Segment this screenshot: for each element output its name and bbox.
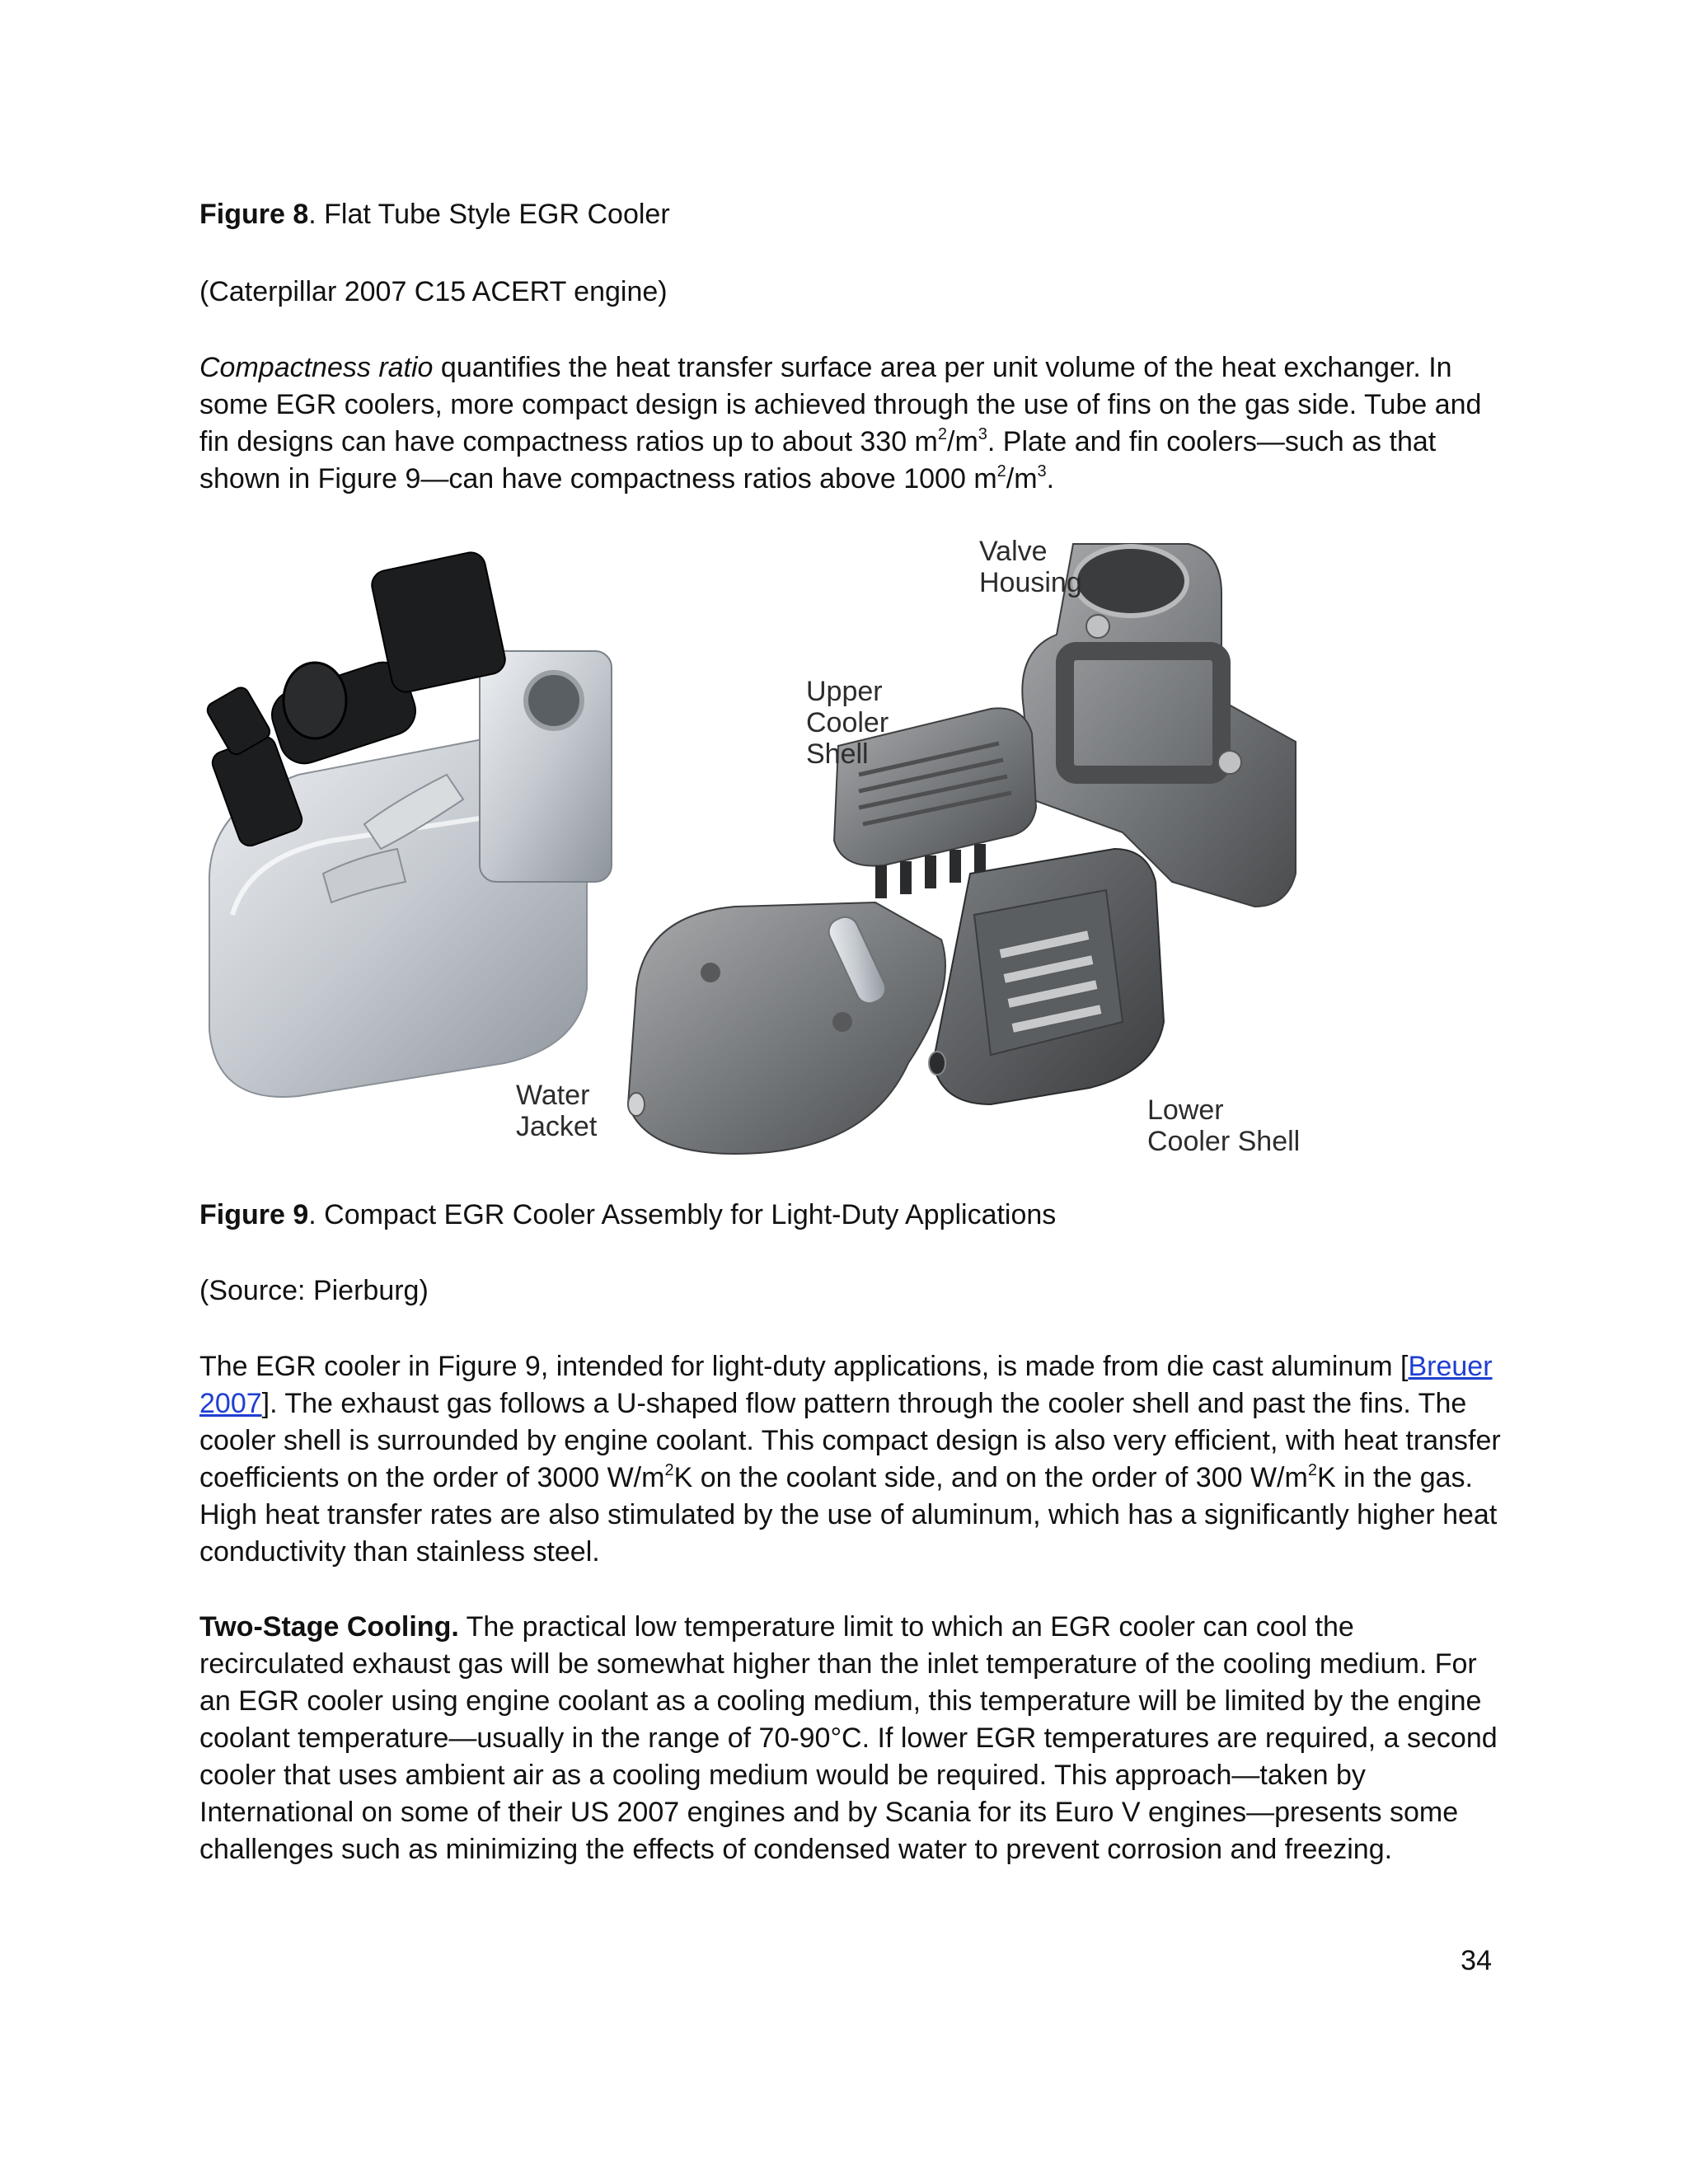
lower-cooler-shell-part — [929, 849, 1164, 1104]
egr-paragraph — [199, 1348, 1502, 1571]
water-jacket-part — [628, 902, 945, 1154]
egr-text-1: The EGR cooler in Figure 9, intended for light-duty applications, is made from die cast aluminum [ — [199, 1351, 1409, 1382]
compactness-text-3: . Plate and fin coolers—such as that shown in Figure 9—can have compactness ratios above 1000 m — [199, 426, 1437, 494]
egr-text-2: ]. The exhaust gas follows a U-shaped flow pattern through the cooler shell and past the fins. The cooler shell is surrounded by engine coolant. This compact design is also very efficient, with heat transfer coefficients on the order of 3000 W/m — [199, 1388, 1501, 1493]
lower-cooler-label-1: Lower — [1147, 1094, 1224, 1126]
superscript: 2 — [937, 425, 947, 443]
egr-text-3: K on the coolant side, and on the order of 300 W/m — [673, 1462, 1308, 1493]
compactness-text-4: /m — [1006, 463, 1038, 494]
superscript: 3 — [978, 425, 987, 443]
assembled-egr-cooler — [204, 550, 612, 1097]
two-stage-text: The practical low temperature limit to which an EGR cooler can cool the recirculated exhaust gas will be somewhat higher than the inlet temperature of the cooling medium. For an EGR cooler using engine coolant as a cooling medium, this temperature will be limited by the engine coolant temperature—usually in the range of 70-90°C. If lower EGR temperatures are required, a second cooler that uses ambient air as a cooling medium would be required. This approach—taken by International on some of their US 2007 engines and by Scania for its Euro V engines—presents some challenges such as minimizing the effects of condensed water to prevent corrosion and freezing. — [199, 1611, 1498, 1865]
compactness-text-5: . — [1046, 463, 1055, 494]
figure9-image — [199, 527, 1304, 1162]
figure8-title: . Flat Tube Style EGR Cooler — [308, 199, 670, 230]
valve-housing-part — [1022, 544, 1296, 907]
superscript: 2 — [664, 1461, 674, 1479]
page-number: 34 — [1461, 1945, 1492, 1976]
figure9-label: Figure 9 — [199, 1199, 309, 1230]
valve-housing-label-1: Valve — [979, 536, 1048, 567]
egr-text-4: K in the gas. High heat transfer rates are also stimulated by the use of aluminum, which has a significantly higher heat conductivity than stainless steel. — [199, 1462, 1498, 1568]
breuer-2007-link[interactable]: Breuer 2007 — [199, 1351, 1493, 1419]
egr-cooler-assembly-illustration — [199, 527, 1304, 1162]
superscript: 2 — [1307, 1461, 1317, 1479]
compactness-text-2: /m — [947, 426, 978, 457]
upper-cooler-label-1: Upper — [806, 676, 883, 707]
figure8-label: Figure 8 — [199, 199, 309, 230]
water-jacket-label-1: Water — [516, 1080, 590, 1111]
compactness-paragraph — [199, 349, 1502, 498]
compactness-text-1: quantifies the heat transfer surface area per unit volume of the heat exchanger. In some EGR coolers, more compact design is achieved through the use of fins on the gas side. Tube and fin designs can have compactness ratios up to about 330 m — [199, 352, 1482, 457]
lower-cooler-label-2: Cooler Shell — [1147, 1126, 1301, 1157]
figure9-title: . Compact EGR Cooler Assembly for Light-Duty Applications — [308, 1199, 1057, 1230]
superscript: 3 — [1037, 462, 1047, 480]
water-jacket-label-2: Jacket — [516, 1111, 598, 1142]
upper-cooler-label-3: Shell — [806, 738, 869, 770]
upper-cooler-label-2: Cooler — [806, 707, 889, 738]
two-stage-paragraph — [199, 1609, 1502, 1868]
superscript: 2 — [996, 462, 1006, 480]
figure9-caption — [199, 1197, 1502, 1234]
figure8-source: (Caterpillar 2007 C15 ACERT engine) — [199, 276, 668, 307]
figure8-caption — [199, 196, 1502, 233]
compactness-term: Compactness ratio — [199, 352, 434, 383]
figure9-source: (Source: Pierburg) — [199, 1275, 429, 1306]
valve-housing-label-2: Housing — [979, 567, 1082, 598]
two-stage-heading: Two-Stage Cooling. — [199, 1611, 459, 1643]
